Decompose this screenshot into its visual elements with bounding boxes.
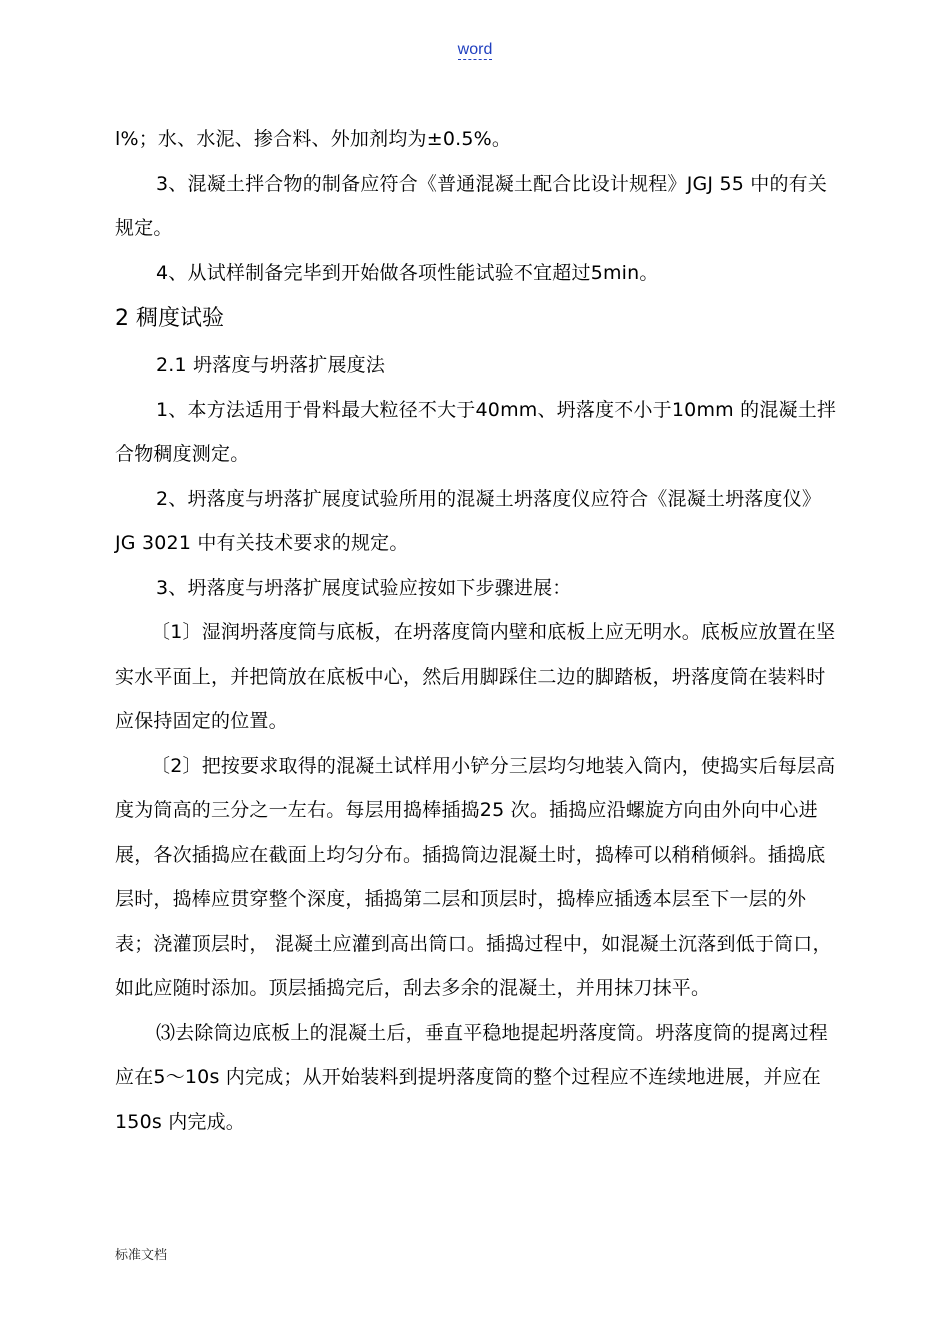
paragraph-item-3-steps: 3、坍落度与坍落扩展度试验应按如下步骤进展： [156, 576, 572, 599]
paragraph-tolerance-tail: l%；水、水泥、掺合料、外加剂均为±0.5%。 [115, 128, 512, 150]
paragraph-step-1: 〔1〕湿润坍落度筒与底板，在坍落度筒内壁和底板上应无明水。底板应放置在坚实水平面上，并把筒放在底板中心，然后用脚踩住二边的脚踏板，坍落度筒在装料时应保持固定的位置。 [115, 621, 836, 732]
paragraph-item-2-apparatus: 2、坍落度与坍落扩展度试验所用的混凝土坍落度仪应符合《混凝土坍落度仪》JG 3021 中有关技术要求的规定。 [115, 487, 822, 554]
paragraph-step-3: ⑶去除筒边底板上的混凝土后，垂直平稳地提起坍落度筒。坍落度筒的提离过程应在5～10s 内完成；从开始装料到提坍落度筒的整个过程应不连续地进展，并应在150s 内完成。 [115, 1021, 829, 1133]
paragraph-step-2: 〔2〕把按要求取得的混凝土试样用小铲分三层均匀地装入筒内，使捣实后每层高度为筒高的三分之一左右。每层用捣棒插捣25 次。插捣应沿螺旋方向由外向中心进展，各次插捣应在截面上均匀分布。插捣筒边混凝土时，捣棒可以稍稍倾斜。插捣底层时，捣棒应贯穿整个深度，插捣第二层和顶层时，捣棒应插透本层至下一层的外表；浇灌顶层时， 混凝土应灌到高出筒口。插捣过程中，如混凝土沉落到低于筒口，如此应随时添加。顶层插捣完后，刮去多余的混凝土，并用抹刀抹平。 [115, 754, 836, 999]
section-heading-consistency-test: 2 稠度试验 [115, 306, 224, 331]
paragraph-item-1-scope: 1、本方法适用于骨料最大粒径不大于40mm、坍落度不小于10mm 的混凝土拌合物稠度测定。 [115, 398, 837, 465]
footer-label: 标准文档 [115, 1248, 168, 1263]
paragraph-item-3-preparation: 3、混凝土拌合物的制备应符合《普通混凝土配合比设计规程》JGJ 55 中的有关规定。 [115, 172, 828, 239]
header-word-link[interactable] [0, 40, 950, 60]
subsection-heading-slump-method: 2.1 坍落度与坍落扩展度法 [156, 354, 386, 376]
paragraph-item-4-time-limit: 4、从试样制备完毕到开始做各项性能试验不宜超过5min。 [156, 261, 659, 284]
document-body [115, 117, 837, 1144]
header-link-text[interactable]: word [457, 41, 493, 58]
